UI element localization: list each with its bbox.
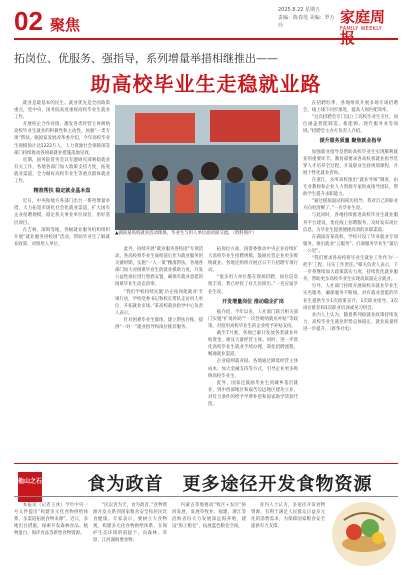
header-divider — [14, 38, 398, 40]
article-column-3 — [208, 246, 298, 460]
paragraph: 在浙江，多所高校推出“就业导师”制度，由专业教师和企业人力资源专家组成指导团队，帮助学生提升求职能力。 — [303, 177, 398, 198]
paragraph: 业内人士认为，多途径开发食物资源，有利于满足人民群众日益多元化的消费需求，为保障国家粮食安全提供有力支撑。 — [251, 503, 325, 530]
article-column-4 — [303, 100, 398, 460]
section-title: 聚焦 — [50, 16, 81, 34]
article-column-1 — [14, 100, 110, 460]
food-title-rule — [14, 496, 398, 497]
food-column-3 — [172, 502, 246, 570]
paragraph: “我们要求各高校将毕业生就业工作作为‘一把手’工程，压实工作责任。”相关负责人表示，下一步将继续加大政策落实力度，持续优化就业服务，帮助更多高校毕业生实现高质量充分就业。 — [303, 255, 398, 283]
paragraph: 近期，国务院常务会议专题研究部署稳就业有关工作，各地各部门加大政策支持力度，拓宽就业渠道，全力做好高校毕业生等重点群体就业工作。 — [14, 157, 110, 185]
masthead-subtitle: FAMILY WEEKLY — [340, 26, 383, 32]
paragraph: 近日，中央和地方各部门出台一系列增量举措，大力拓宽市场化社会化就业渠道，扩大国有企业招聘规模，稳定机关事业单位岗位，用好基层项目。 — [14, 199, 110, 226]
issue-date: 2025.8.22 星期五 — [278, 7, 321, 13]
paragraph: 加强就业指导是帮助高校毕业生实现顺利就业的重要环节。教育部要求各高校将就业指导贯穿人才培养全过程，开设职业生涯规划课程，开展个性化就业咨询。 — [303, 149, 398, 176]
subheading: 开发增量岗位 推动稳企扩岗 — [222, 298, 284, 305]
page-number: 02 — [14, 6, 43, 36]
paragraph: 据介绍，今年以来，人社部门联合相关部门实施“扩岗补助”“一次性吸纳就业补贴”等政策，对招用高校毕业生的企业给予补贴支持。 — [208, 309, 298, 329]
photo-caption: ▲湖南某高校就业活动现场，毕业生与用人单位面对面交流。（资料图片） — [115, 231, 257, 236]
food-column-4 — [251, 502, 325, 570]
article-photo — [115, 105, 298, 230]
column-badge: 他山之石 — [18, 472, 42, 502]
paragraph: 开展校企合作对接、激发各类经营主体吸纳高校毕业生就业的积极性和主动性，加强“一类专项”帮扶。据国家发展改革委介绍，今年高校毕业生规模预计达1222万人，人力资源社会保障部等部门持续推动各项稳就业措施落地见效。 — [14, 122, 110, 156]
paragraph: 截至7月底，各地已累计发放各类就业补贴资金，惠及大量经营主体。同时，进一步优化高校毕业生就业手续办理，简化招聘流程，畅通就业渠道。 — [208, 331, 298, 358]
paragraph: “我们学校持续实施‘访企拓岗促就业’专项行动，学校党委书记和校长带队走访用人单位，开拓就业市场。”某高校就业指导中心负责人表示。 — [115, 289, 203, 316]
paragraph: 此外，国家还鼓励毕业生到城乡基层就业，到中西部地区和艰苦边远地区建功立业，对符合条件的给予学费补偿和国家助学贷款代偿。 — [208, 380, 298, 407]
paragraph: 与此同时，各地持续推进高校毕业生就业服务平台建设，优化线上招聘服务，及时发布岗位信息，为毕业生提供便捷高效的求职渠道。 — [303, 213, 398, 233]
paragraph: 在招聘旺季，各地组织开展多场专场招聘会，线上线下同步推进，提高人岗匹配效率。 — [303, 101, 398, 114]
paragraph: “民以食为天，食为政首。”食物资源开发关系到国家粮食安全和居民饮食健康。专家表示，要树立大食物观，构建多元化食物供给体系，在保护生态环境的前提下，向森林、草原、江河湖海要食物。 — [93, 503, 167, 544]
paragraph: 业内人士认为，随着系列稳就业政策持续发力，高校毕业生就业形势总体稳定，就业质量将进一步提升。（新华社电） — [303, 312, 398, 332]
paragraph: 针对困难毕业生群体，建立帮扶台账，提供“一对一”就业指导和岗位推荐服务。 — [115, 317, 203, 331]
food-illustration — [330, 500, 398, 568]
article-headline: 助高校毕业生走稳就业路 — [90, 72, 322, 96]
paragraph: 在吉林、深圳等地，各级就业服务机构组织开展“就业服务进校园”活动，帮助毕业生了解就业政策、对接用人单位。 — [14, 227, 110, 247]
paragraph: 在湖南省某高校，学校开设了毕业就业专项服务，推出就业“云服务”，打通服务毕业生“最后一公里”。 — [303, 234, 398, 254]
paragraph: 此外，持续开展“就业服务进校园”专项活动，各高校将毕业生离校前后作为就业服务的关键时期，实施“一人一策”精准帮扶。各地各部门加大对困难毕业生的就业援助力度，开发公益性岗位进行兜底安置，确保有就业意愿的困难毕业生动态清零。 — [115, 247, 203, 288]
subheading: 精准帮扶 稳定就业基本盘 — [33, 188, 91, 195]
paragraph: 另外，人社部门持续开展离校未就业毕业生实名服务，确保服务不断线，对有就业意愿的毕业生提供至少1次政策宣介、1次职业指导、3次岗位推荐和1次职业培训或见习机会。 — [303, 284, 398, 311]
paragraph: “通过模拟面试和简历指导，我对自己的职业方向更清晰了。”一名毕业生说。 — [303, 199, 398, 212]
food-article-headline: 食为政首 更多途径开发食物资源 — [87, 474, 373, 495]
paragraph: 企业稳则就业稳。各地通过降低经营主体成本、加大金融支持等方式，引导企业更多吸纳高校毕业生。 — [208, 359, 298, 379]
paragraph: 就业是最基本的民生。就业优先是全国政策重点，党中央、国务院高度重视高校毕业生就业工作。 — [14, 101, 110, 121]
paragraph: “很多用人单位都在现场招聘，岗位信息很丰富，我已经投了好几份简历。”一名应届毕业生说。 — [208, 275, 298, 295]
food-column-2 — [93, 502, 167, 570]
paragraph: 本报讯（记者王冰）今年中央一号文件提出“构建多元化食物供给体系，多渠道拓展食物来源”。近日，多地出台措施，探索开发森林食品、植物蛋白、海洋食品等新型食物资源。 — [14, 503, 88, 537]
editor-credits: 责编：陈春莲 美编：罗万玲 — [278, 15, 335, 29]
article-column-2 — [115, 246, 203, 460]
subheading: 提升服务质量 聚焦就业指导 — [319, 138, 382, 145]
masthead-title: 家庭周报 — [340, 8, 386, 47]
paragraph: “这次招聘会专门设立了高校毕业生专区，岗位涵盖智能制造、新能源、现代服务业等领域。”招聘会主办方负责人介绍。 — [303, 115, 398, 135]
issue-meta — [278, 6, 338, 30]
section-divider — [14, 463, 398, 464]
food-column-1 — [14, 502, 88, 570]
crowd-photo — [115, 105, 298, 230]
article-kicker: 拓岗位、优服务、强指导，系列增量举措相继推出—— — [14, 52, 278, 65]
page-header — [14, 0, 398, 47]
paragraph: 内蒙古等地推动“牧区+农区”协同发展，发展草牧业；福建、浙江等沿海省份大力发展深远海养殖，建设“海上粮仓”，拓展蓝色粮仓空间。 — [172, 503, 246, 530]
paragraph: 拓岗位方面，国资委推动中央企业持续扩大高校毕业生招聘规模，鼓励民营企业更多吸纳就业。各地还组织开展百日千万招聘专项行动。 — [208, 247, 298, 274]
